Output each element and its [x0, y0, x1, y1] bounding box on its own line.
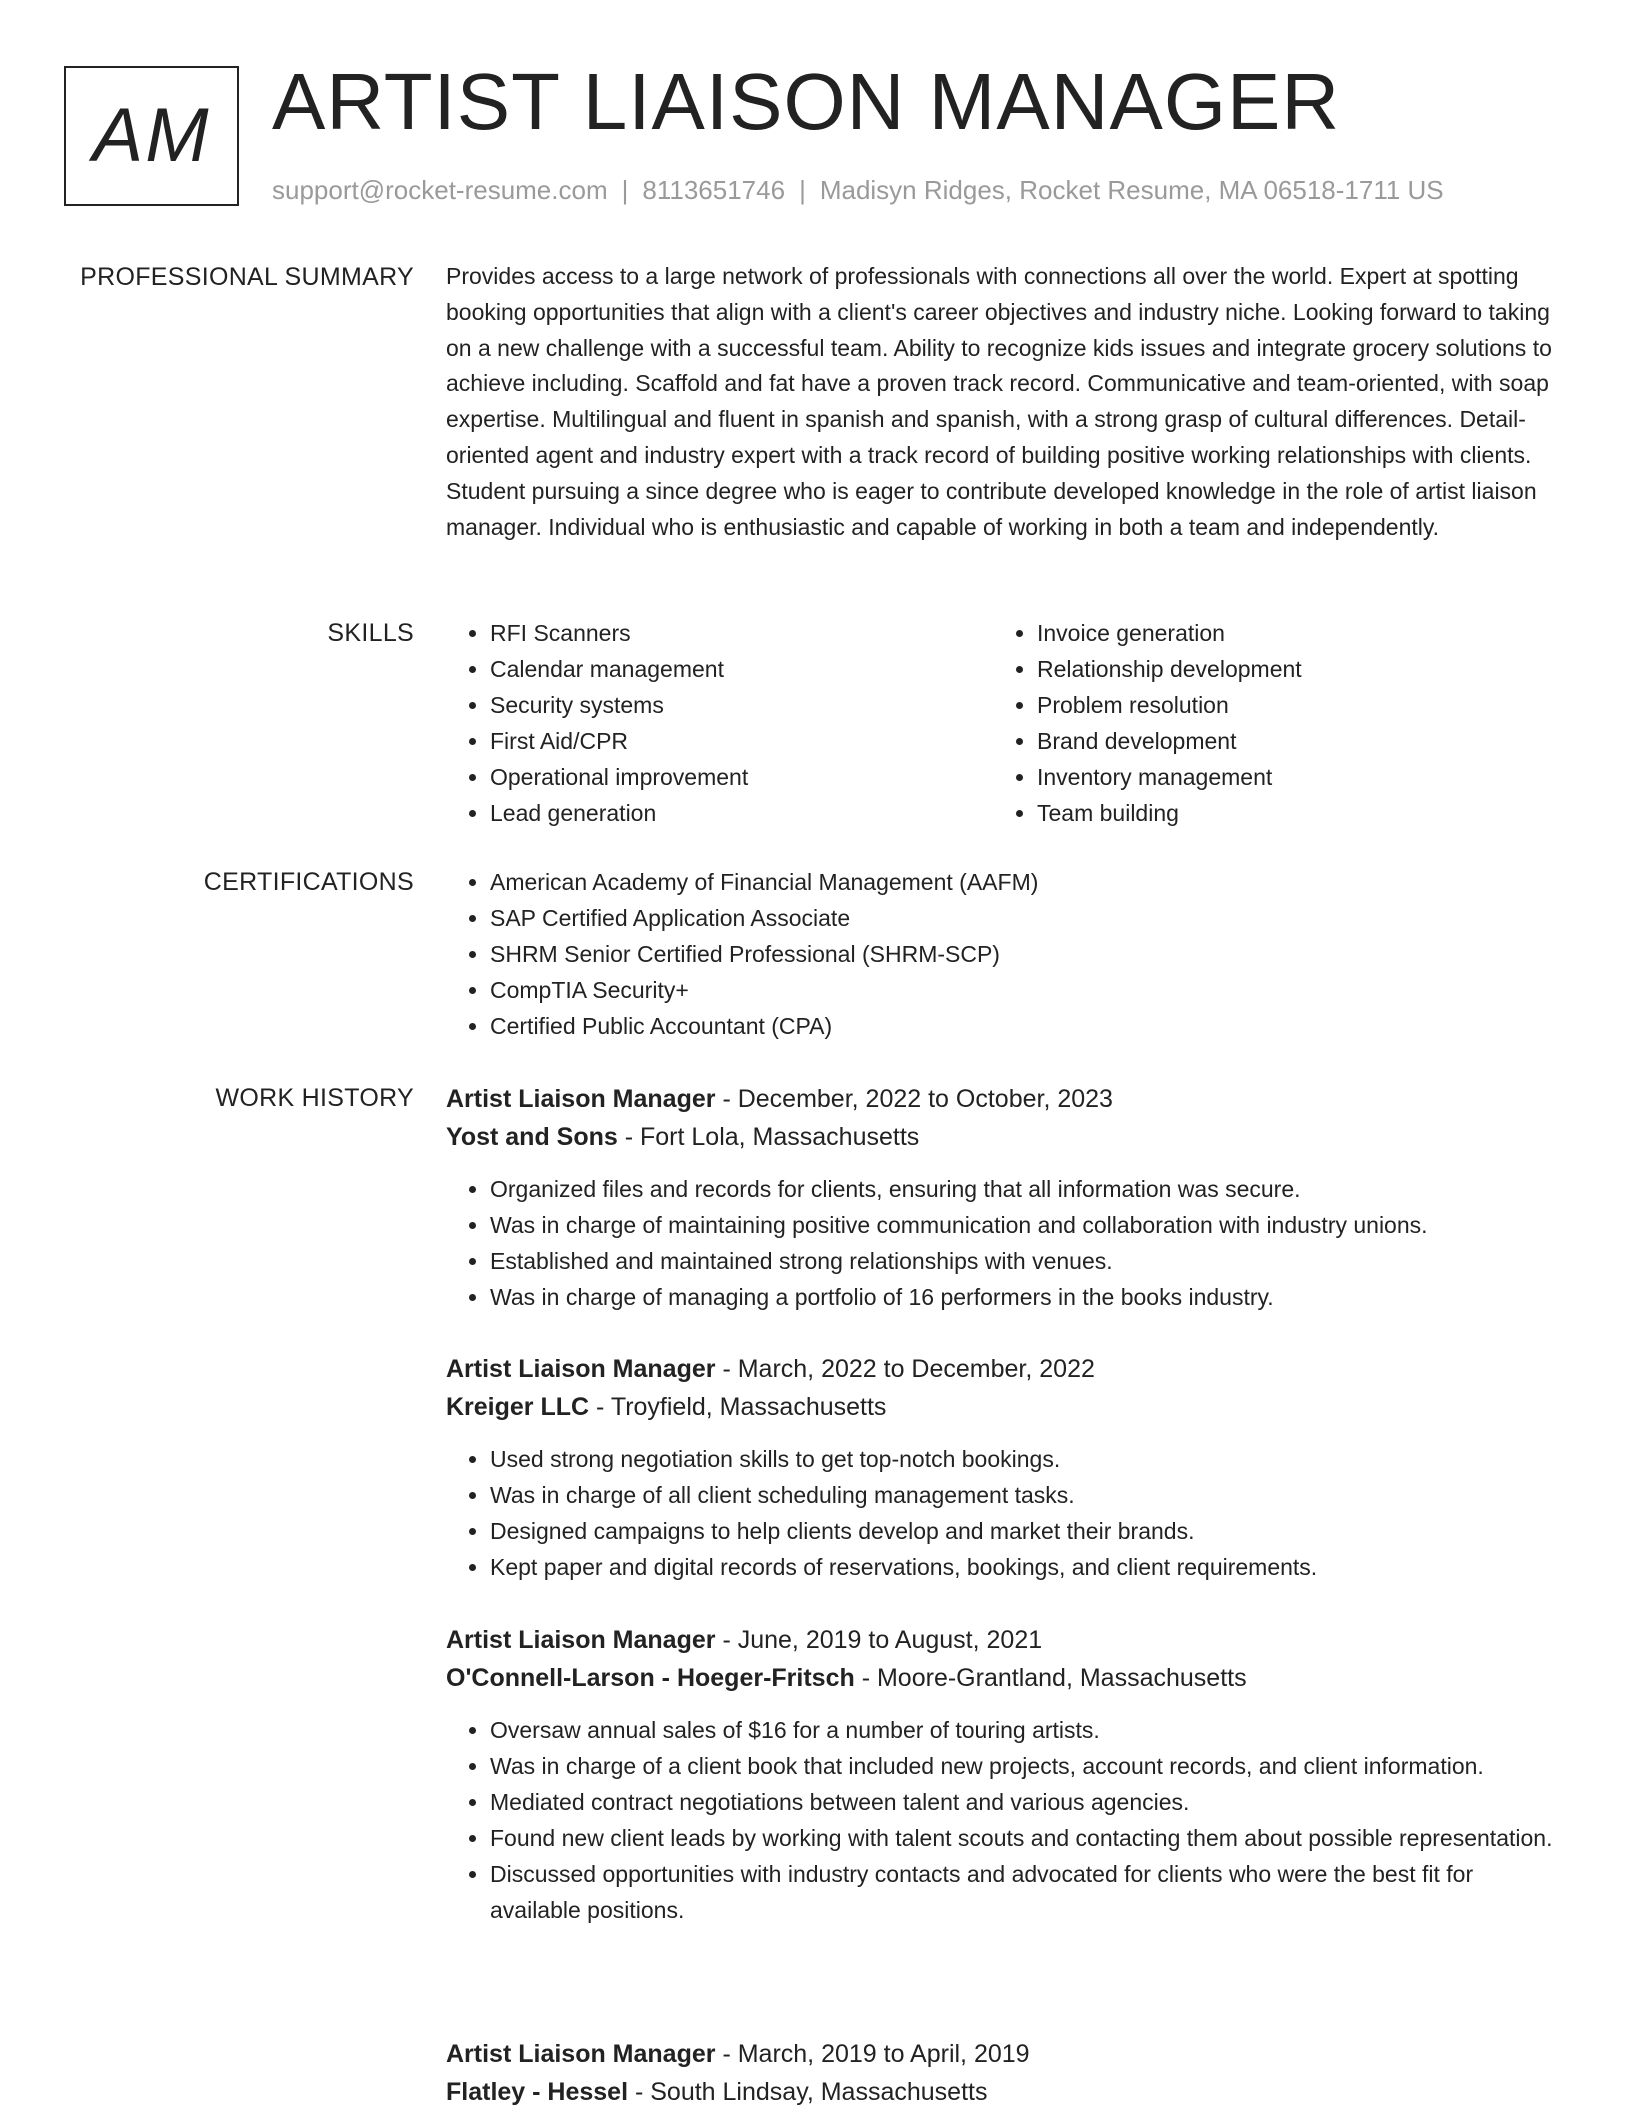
skill-item: • Brand development — [1037, 723, 1540, 759]
certification-item: • SAP Certified Application Associate — [490, 900, 1556, 936]
certification-item: • Certified Public Accountant (CPA) — [490, 1008, 1556, 1044]
job-bullet: • Was in charge of managing a portfolio of 16 performers in the books industry. — [490, 1279, 1556, 1315]
job-bullet: • Discussed opportunities with industry contacts and advocated for clients who were the best fit for available positions. — [490, 1856, 1556, 1928]
certification-item: • SHRM Senior Certified Professional (SHRM-SCP) — [490, 936, 1556, 972]
job-company-line — [446, 1118, 1556, 1156]
section-body — [446, 615, 1556, 831]
job-title-line — [446, 2035, 1556, 2073]
job-title-line — [446, 1350, 1556, 1388]
job-title: Artist Liaison Manager — [446, 2040, 716, 2068]
skills-columns — [446, 615, 1556, 831]
section-label: WORK HISTORY — [215, 1084, 414, 1112]
skill-item: • Invoice generation — [1037, 615, 1540, 651]
job-entry — [446, 2035, 1556, 2111]
job-bullet: • Designed campaigns to help clients develop and market their brands. — [490, 1513, 1556, 1549]
skills-list-left — [446, 615, 993, 831]
job-entry — [446, 1350, 1556, 1585]
job-bullet: • Was in charge of maintaining positive communication and collaboration with industry unions. — [490, 1207, 1556, 1243]
job-title: Artist Liaison Manager — [446, 1626, 716, 1654]
job-title-line — [446, 1080, 1556, 1118]
contact-separator: | — [799, 175, 806, 205]
job-dates: - December, 2022 to October, 2023 — [715, 1085, 1113, 1113]
contact-email[interactable]: support@rocket-resume.com — [272, 175, 608, 205]
section-label: SKILLS — [327, 619, 414, 647]
job-company: O'Connell-Larson - Hoeger-Fritsch — [446, 1664, 855, 1692]
job-dates: - March, 2019 to April, 2019 — [715, 2040, 1030, 2068]
skill-item: • Lead generation — [490, 795, 993, 831]
skill-item: • Operational improvement — [490, 759, 993, 795]
job-bullet: • Was in charge of all client scheduling management tasks. — [490, 1477, 1556, 1513]
contact-line — [272, 172, 1444, 208]
skill-item: • Security systems — [490, 687, 993, 723]
section-label: PROFESSIONAL SUMMARY — [80, 263, 414, 291]
job-dates: - June, 2019 to August, 2021 — [715, 1626, 1043, 1654]
summary-text: Provides access to a large network of professionals with connections all over the world. Expert at spotting booking opportunities that align with a client's career objectives and industry niche. Looking forward to taking on a new challenge with a successful team. Ability to recognize kids issues and integrate grocery solutions to achieve including. Scaffold and fat have a proven track record. Communicative and team-oriented, with soap expertise. Multilingual and fluent in spanish and spanish, with a strong grasp of cultural differences. Detail-oriented agent and industry expert with a track record of building positive working relationships with clients. Student pursuing a since degree who is eager to contribute developed knowledge in the role of artist liaison manager. Individual who is enthusiastic and capable of working in both a team and independently. — [446, 263, 1552, 540]
job-company-line — [446, 1388, 1556, 1426]
job-bullet: • Organized files and records for clients, ensuring that all information was secure. — [490, 1171, 1556, 1207]
contact-phone[interactable]: 8113651746 — [642, 175, 786, 205]
job-location: - Fort Lola, Massachusetts — [617, 1123, 920, 1151]
job-bullet: • Was in charge of a client book that included new projects, account records, and client information. — [490, 1748, 1556, 1784]
monogram-box — [64, 66, 239, 206]
job-bullet: • Used strong negotiation skills to get top-notch bookings. — [490, 1441, 1556, 1477]
job-location: - Moore-Grantland, Massachusetts — [854, 1664, 1247, 1692]
section-label: CERTIFICATIONS — [203, 868, 414, 896]
section-body — [446, 864, 1556, 1044]
job-location: - South Lindsay, Massachusetts — [628, 2078, 988, 2106]
skill-item: • Problem resolution — [1037, 687, 1540, 723]
skill-item: • RFI Scanners — [490, 615, 993, 651]
job-company-line — [446, 2073, 1556, 2111]
job-bullets — [446, 1441, 1556, 1585]
job-bullet: • Mediated contract negotiations between talent and various agencies. — [490, 1784, 1556, 1820]
section-body — [446, 259, 1556, 545]
job-title-line — [446, 1621, 1556, 1659]
job-bullets — [446, 1712, 1556, 1928]
job-dates: - March, 2022 to December, 2022 — [715, 1355, 1095, 1383]
job-company: Yost and Sons — [446, 1123, 618, 1151]
job-company-line — [446, 1659, 1556, 1697]
contact-address: Madisyn Ridges, Rocket Resume, MA 06518-1711 US — [819, 175, 1444, 205]
job-title: Artist Liaison Manager — [446, 1085, 716, 1113]
resume-title: ARTIST LIAISON MANAGER — [272, 57, 1341, 146]
skill-item: • Inventory management — [1037, 759, 1540, 795]
job-bullet: • Established and maintained strong relationships with venues. — [490, 1243, 1556, 1279]
skill-item: • Team building — [1037, 795, 1540, 831]
skill-item: • Relationship development — [1037, 651, 1540, 687]
job-bullets — [446, 1171, 1556, 1315]
skill-item: • First Aid/CPR — [490, 723, 993, 759]
job-bullet: • Oversaw annual sales of $16 for a number of touring artists. — [490, 1712, 1556, 1748]
skills-list-right — [993, 615, 1540, 831]
monogram-initials: AM — [92, 93, 211, 178]
job-entry — [446, 1621, 1556, 1928]
certification-item: • CompTIA Security+ — [490, 972, 1556, 1008]
skill-item: • Calendar management — [490, 651, 993, 687]
contact-separator: | — [621, 175, 629, 205]
job-bullet: • Kept paper and digital records of reservations, bookings, and client requirements. — [490, 1549, 1556, 1585]
certifications-list — [446, 864, 1556, 1044]
job-company: Flatley - Hessel — [446, 2078, 629, 2106]
job-bullet: • Found new client leads by working with talent scouts and contacting them about possible representation. — [490, 1820, 1556, 1856]
job-company: Kreiger LLC — [446, 1393, 590, 1421]
job-location: - Troyfield, Massachusetts — [589, 1393, 887, 1421]
job-entry — [446, 1080, 1556, 1315]
certification-item: • American Academy of Financial Management (AAFM) — [490, 864, 1556, 900]
job-title: Artist Liaison Manager — [446, 1355, 716, 1383]
